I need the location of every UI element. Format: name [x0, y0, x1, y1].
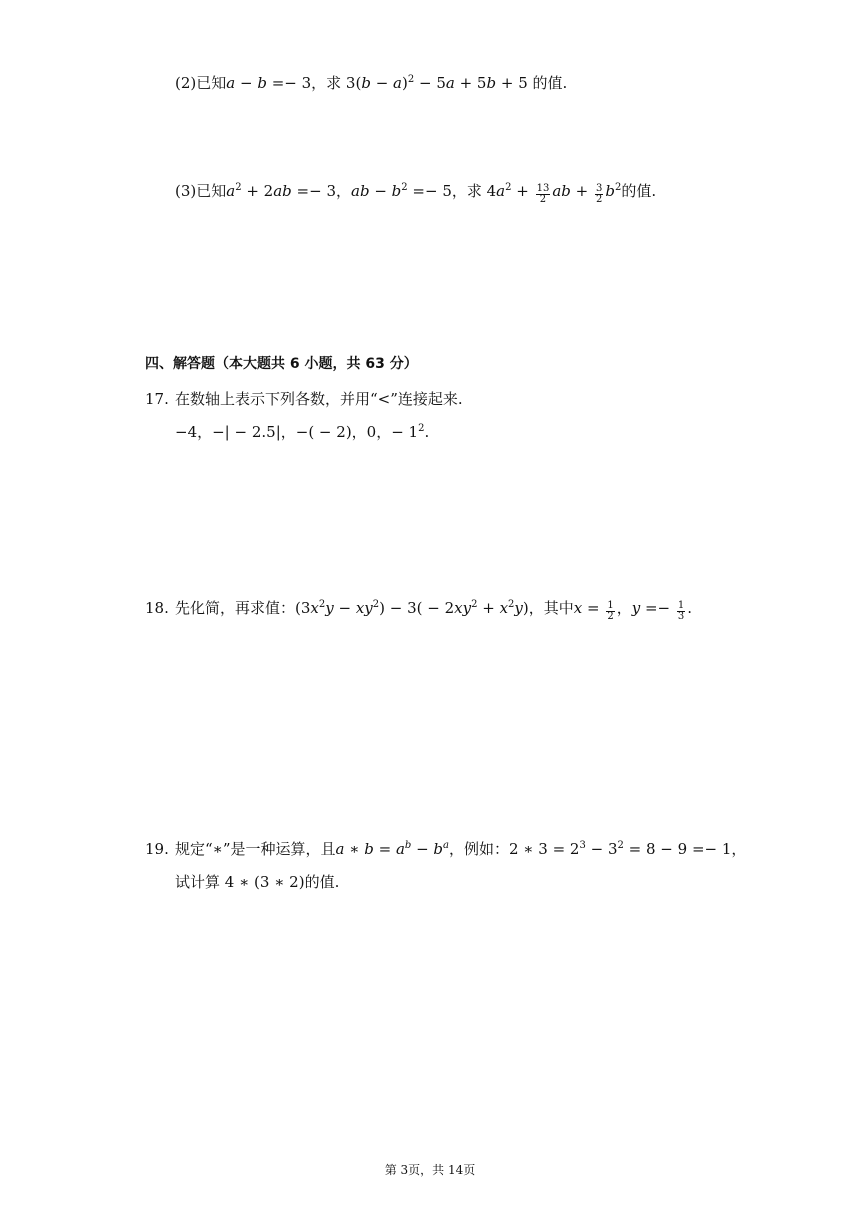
question-number: 17. [145, 390, 169, 408]
question-17 [145, 389, 463, 409]
page-footer: 第 3页，共 14页 [384, 1163, 476, 1177]
question-number: 18. [145, 599, 169, 617]
question-18: 18. 先化简，再求值：$(3x^2y - xy^2) - 3( - 2xy^2 + x^2y)$，其中x = $\frac{1}{2}$ ，y =− $\frac{1}{3}$ . [145, 599, 693, 622]
problem-3: (3)已知$a^2 + 2ab =- 3$，ab − $b^2 =- 5$，求 $4a^2$ + $\frac{13}{2}$ ab + $\frac{3}{2}$ $b^2$的值. [175, 182, 657, 205]
question-17-text: 在数轴上表示下列各数，并用“<”连接起来. [175, 390, 463, 408]
question-19-line2: 试计算 4 ∗ (3 ∗ 2)的值. [175, 873, 340, 891]
problem-2-prefix: (2)已知 [175, 74, 227, 92]
question-19: 19. 规定“∗”是一种运算，且a ∗ $b = a^b - b^a$，例如：2 ∗ $3 = 2^3 - 3^2 = 8 - 9 =- 1$， [145, 840, 747, 858]
section-heading: 四、解答题（本大题共 6 小题，共 63 分） [145, 356, 418, 372]
question-17-numbers: −4，−| − 2.5|，−( − 2)，0，− $1^2$. [175, 423, 430, 441]
problem-2: (2)已知a − b =− 3，求 $3(b - a)^2 - 5a + 5b + 5$ 的值. [175, 74, 568, 92]
question-number: 19. [145, 840, 169, 858]
problem-3-prefix: (3)已知 [175, 182, 227, 200]
